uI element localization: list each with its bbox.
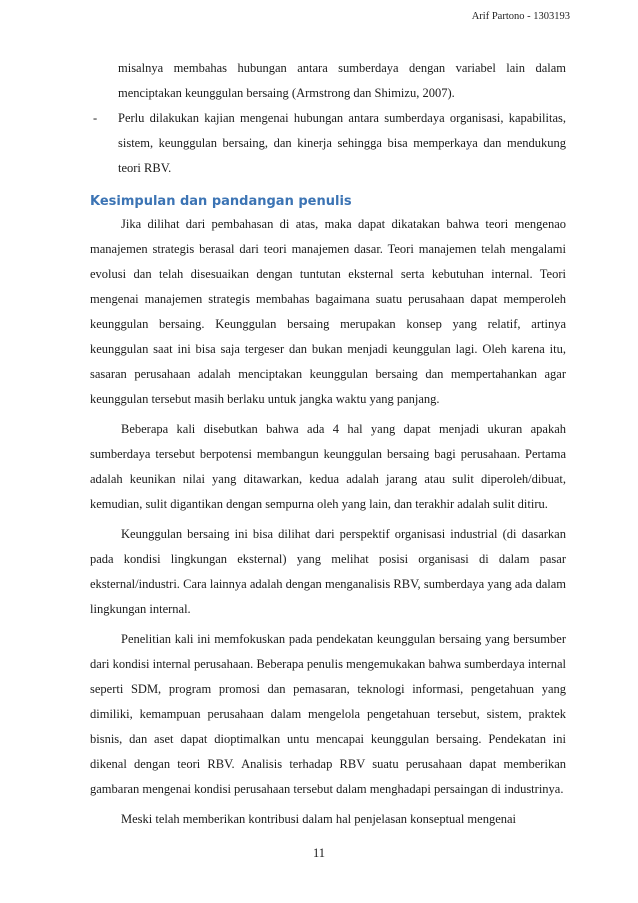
page-header-author: Arif Partono - 1303193 [471,11,570,22]
list-continuation-text: misalnya membahas hubungan antara sumberdaya dengan variabel lain dalam menciptakan keunggulan bersaing (Armstrong dan Shimizu, 2007). [118,61,566,100]
page-content [90,56,566,832]
body-paragraph-4: Penelitian kali ini memfokuskan pada pendekatan keunggulan bersaing yang bersumber dari kondisi internal perusahaan. Beberapa penulis mengemukakan bahwa sumberdaya internal seperti SDM, program promosi dan pemasaran, teknologi informasi, pengetahuan yang dimiliki, kemampuan perusahaan dalam mengelola pengetahuan tersebut, sistem, praktek bisnis, dan aset dapat dioptimalkan untu mencapai keunggulan bersaing. Pendekatan ini dikenal dengan teori RBV. Analisis terhadap RBV suatu perusahaan dapat memberikan gambaran mengenai kondisi perusahaan tersebut dalam menghadapi persaingan di industrinya. [90,632,566,796]
body-paragraph-2: Beberapa kali disebutkan bahwa ada 4 hal yang dapat menjadi ukuran apakah sumberdaya tersebut berpotensi membangun keunggulan bersaing bagi perusahaan. Pertama adalah keunikan nilai yang ditawarkan, kedua adalah jarang atau sulit diperoleh/dibuat, kemudian, sulit digantikan dengan sempurna oleh yang lain, dan terakhir adalah sulit ditiru. [90,422,566,511]
body-paragraph-3: Keunggulan bersaing ini bisa dilihat dari perspektif organisasi industrial (di dasarkan pada kondisi lingkungan eksternal) yang melihat posisi organisasi di dalam pasar eksternal/industri. Cara lainnya adalah dengan menganalisis RBV, sumberdaya yang ada dalam lingkungan internal. [90,527,566,616]
section-heading: Kesimpulan dan pandangan penulis [90,194,352,209]
bullet-text: Perlu dilakukan kajian mengenai hubungan antara sumberdaya organisasi, kapabilitas, sistem, keunggulan bersaing, dan kinerja sehingga bisa memperkaya dan mendukung teori RBV. [118,111,566,175]
page-number: 11 [312,846,326,860]
body-paragraph-1: Jika dilihat dari pembahasan di atas, maka dapat dikatakan bahwa teori mengenao manajemen strategis berasal dari teori manajemen dasar. Teori manajemen telah mengalami evolusi dan telah disesuaikan dengan tuntutan eksternal serta kebutuhan internal. Teori mengenai manajemen strategis membahas bagaimana suatu perusahaan dapat memperoleh keunggulan bersaing. Keunggulan bersaing merupakan konsep yang relatif, artinya keunggulan saat ini bisa saja tergeser dan bukan menjadi keunggulan lagi. Oleh karena itu, sasaran perusahaan adalah menciptakan keunggulan bersaing dan mempertahankan agar keunggulan tersebut masih berlaku untuk jangka waktu yang panjang. [90,217,566,406]
body-paragraph-5: Meski telah memberikan kontribusi dalam hal penjelasan konseptual mengenai [121,812,517,826]
bullet-list-item [93,106,566,181]
bullet-dash: - [93,111,98,125]
